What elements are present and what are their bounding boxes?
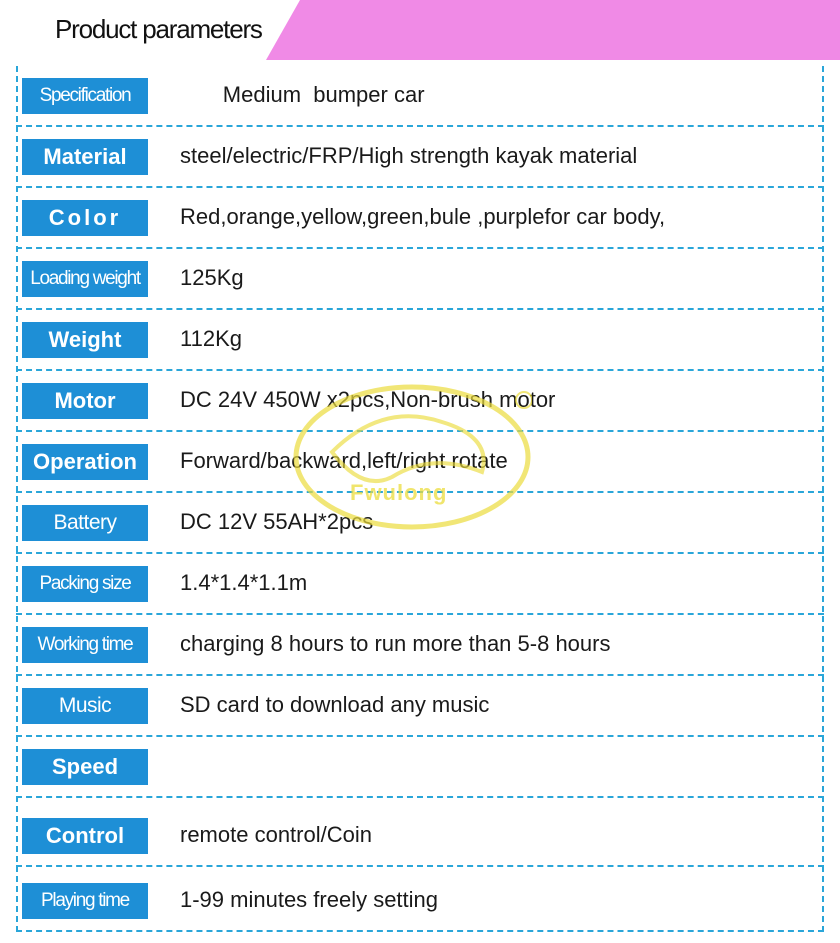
page-title: Product parameters <box>55 14 262 44</box>
row-loading-weight <box>16 249 824 310</box>
label-material: Material <box>22 139 148 175</box>
row-control <box>16 806 824 867</box>
value-battery: DC 12V 55AH*2pcs <box>180 509 374 534</box>
row-specification <box>16 66 824 127</box>
value-loading-weight: 125Kg <box>180 265 244 290</box>
label-specification: Specification <box>22 78 148 114</box>
label-battery: Battery <box>22 505 148 541</box>
value-playing-time: 1-99 minutes freely setting <box>180 887 439 912</box>
row-packing-size <box>16 554 824 615</box>
value-operation: Forward/backward,left/right rotate <box>180 448 508 473</box>
value-motor: DC 24V 450W x2pcs,Non-brush motor <box>180 387 556 412</box>
row-working-time <box>16 615 824 676</box>
label-color: Color <box>22 200 148 236</box>
label-weight: Weight <box>22 322 148 358</box>
row-motor <box>16 371 824 432</box>
label-loading-weight: Loading weight <box>22 261 148 297</box>
row-speed <box>16 737 824 798</box>
label-music: Music <box>22 688 148 724</box>
row-material <box>16 127 824 188</box>
row-weight <box>16 310 824 371</box>
value-control: remote control/Coin <box>180 822 372 847</box>
label-motor: Motor <box>22 383 148 419</box>
label-control: Control <box>22 818 148 854</box>
label-operation: Operation <box>22 444 148 480</box>
row-music <box>16 676 824 737</box>
value-weight: 112Kg <box>180 326 242 351</box>
header-banner <box>0 0 840 60</box>
row-playing-time <box>16 871 824 932</box>
label-packing-size: Packing size <box>22 566 148 602</box>
value-working-time: charging 8 hours to run more than 5-8 hours <box>180 631 611 656</box>
value-packing-size: 1.4*1.4*1.1m <box>180 570 308 595</box>
value-material: steel/electric/FRP/High strength kayak material <box>180 143 638 168</box>
label-playing-time: Playing time <box>22 883 148 919</box>
value-music: SD card to download any music <box>180 692 490 717</box>
row-color <box>16 188 824 249</box>
watermark-text: Fwulong <box>350 480 448 505</box>
label-working-time: Working time <box>22 627 148 663</box>
value-specification: Medium bumper car <box>180 82 425 107</box>
label-speed: Speed <box>22 749 148 785</box>
value-color: Red,orange,yellow,green,bule ,purplefor car body, <box>180 204 666 229</box>
